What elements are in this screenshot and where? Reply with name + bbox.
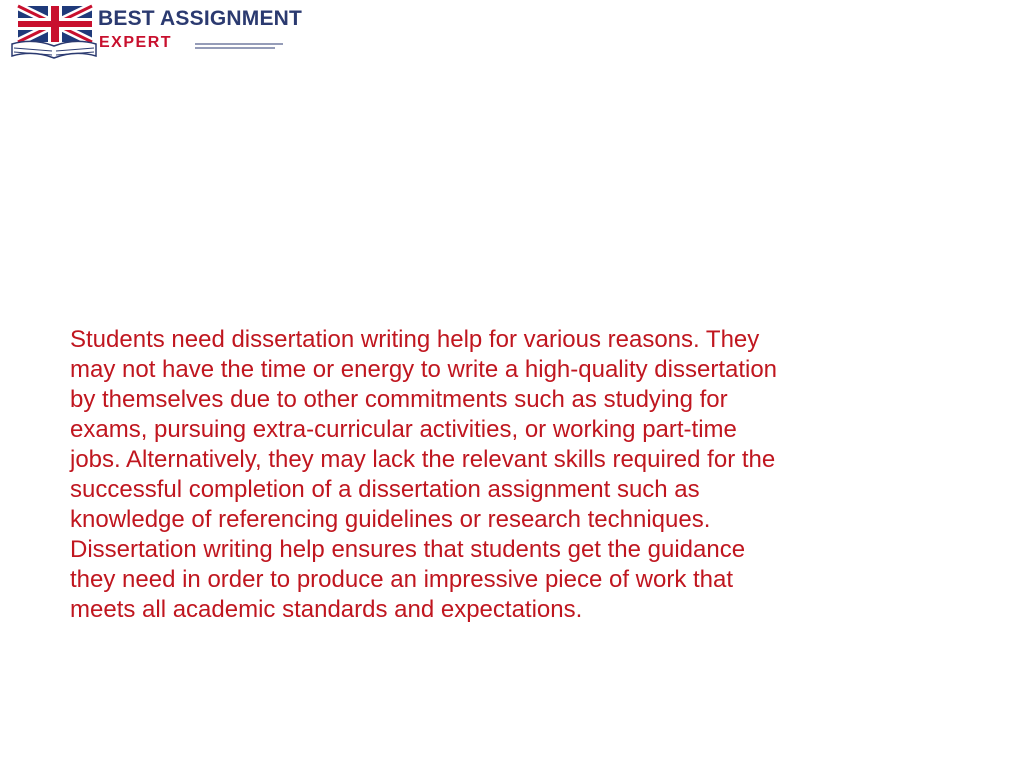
body-paragraph: Students need dissertation writing help for various reasons. They may not have the time or energy to write a high-quality dissertation by themselves due to other commitments such as studying for exams, pursuing extra-curricular activities, or working part-time jobs. Alternatively, they may lack the relevant skills required for the successful completion of a dissertation assignment such as knowledge of referencing guidelines or research techniques. Dissertation writing help ensures that students get the guidance they need in order to produce an impressive piece of work that meets all academic standards and expectations.: [70, 326, 778, 623]
brand-logo[interactable]: [8, 4, 318, 62]
brand-underline-decoration: [195, 42, 283, 52]
brand-title: BEST ASSIGNMENT: [98, 7, 303, 30]
brand-subtitle: EXPERT: [99, 34, 173, 51]
union-jack-book-icon: [8, 4, 98, 62]
